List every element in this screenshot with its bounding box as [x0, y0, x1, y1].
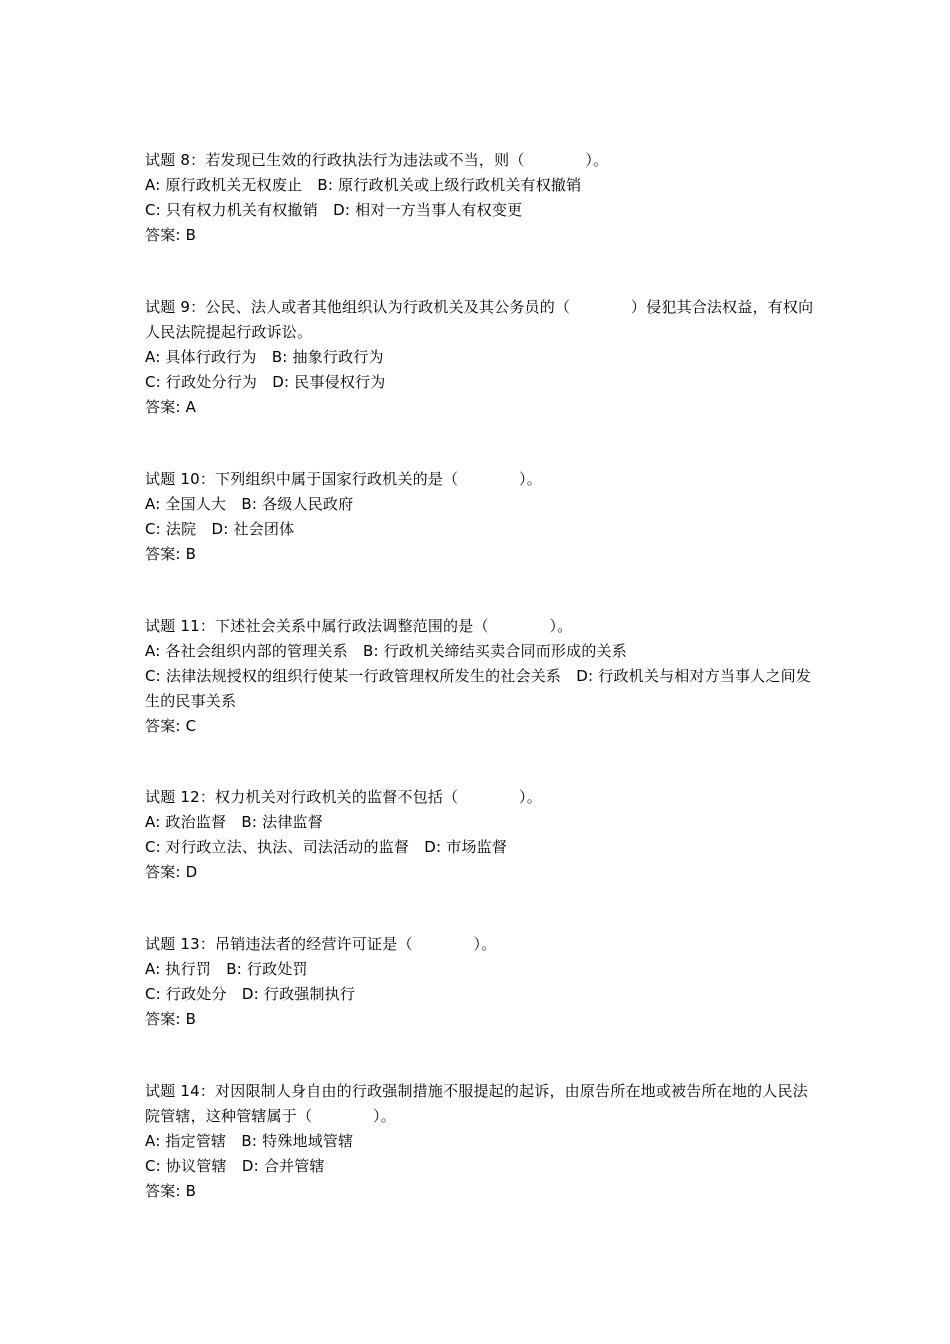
question-answer: 答案: B [145, 1010, 197, 1028]
question-answer: 答案: B [145, 545, 197, 563]
question-stem: 试题 10：下列组织中属于国家行政机关的是（ ）。 [145, 470, 542, 488]
question-answer: 答案: C [145, 717, 197, 735]
question-options: C: 法律法规授权的组织行使某一行政管理权所发生的社会关系 D: 行政机关与相对方当事人之间发生的民事关系 [145, 667, 812, 710]
question-13 [145, 932, 815, 1032]
question-options: C: 对行政立法、执法、司法活动的监督 D: 市场监督 [145, 838, 508, 856]
question-stem: 试题 13：吊销违法者的经营许可证是（ ）。 [145, 935, 497, 953]
question-options: A: 原行政机关无权废止 B: 原行政机关或上级行政机关有权撤销 [145, 176, 582, 194]
question-stem: 试题 9：公民、法人或者其他组织认为行政机关及其公务员的（ ）侵犯其合法权益，有权向人民法院提起行政诉讼。 [145, 298, 814, 341]
question-options: A: 执行罚 B: 行政处罚 [145, 960, 308, 978]
question-12 [145, 785, 815, 885]
question-8 [145, 148, 815, 248]
question-stem: 试题 8：若发现已生效的行政执法行为违法或不当，则（ ）。 [145, 151, 609, 169]
question-stem: 试题 14：对因限制人身自由的行政强制措施不服提起的起诉，由原告所在地或被告所在地的人民法院管辖，这种管辖属于（ ）。 [145, 1082, 808, 1125]
question-11 [145, 614, 815, 739]
question-options: A: 政治监督 B: 法律监督 [145, 813, 323, 831]
question-10 [145, 467, 815, 567]
question-options: A: 全国人大 B: 各级人民政府 [145, 495, 354, 513]
question-answer: 答案: B [145, 226, 197, 244]
question-options: C: 协议管辖 D: 合并管辖 [145, 1157, 325, 1175]
question-options: C: 行政处分 D: 行政强制执行 [145, 985, 356, 1003]
question-options: C: 只有权力机关有权撤销 D: 相对一方当事人有权变更 [145, 201, 523, 219]
question-answer: 答案: D [145, 863, 198, 881]
question-stem: 试题 11：下述社会关系中属行政法调整范围的是（ ）。 [145, 617, 573, 635]
question-options: C: 法院 D: 社会团体 [145, 520, 295, 538]
question-options: C: 行政处分行为 D: 民事侵权行为 [145, 373, 386, 391]
question-options: A: 各社会组织内部的管理关系 B: 行政机关缔结买卖合同而形成的关系 [145, 642, 627, 660]
question-14 [145, 1079, 815, 1204]
question-answer: 答案: B [145, 1182, 197, 1200]
question-answer: 答案: A [145, 398, 197, 416]
question-stem: 试题 12：权力机关对行政机关的监督不包括（ ）。 [145, 788, 542, 806]
question-options: A: 具体行政行为 B: 抽象行政行为 [145, 348, 384, 366]
question-options: A: 指定管辖 B: 特殊地域管辖 [145, 1132, 354, 1150]
question-9 [145, 295, 815, 420]
